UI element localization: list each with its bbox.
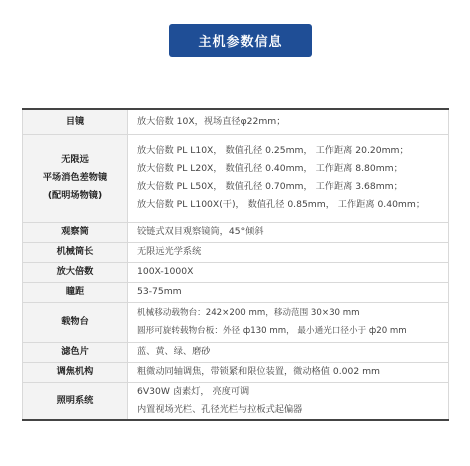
spec-label: [23, 262, 128, 282]
spec-value: [128, 222, 449, 242]
table-row: [23, 262, 449, 282]
table-row: [23, 302, 449, 342]
table-row: [23, 282, 449, 302]
spec-value-line: 无限远光学系统: [137, 246, 202, 257]
spec-value-line: 放大倍数 10X，视场直径φ22mm；: [137, 115, 286, 127]
spec-value: [128, 302, 449, 342]
spec-value: [128, 242, 449, 262]
spec-value: [128, 262, 449, 282]
spec-label-line: 载物台: [61, 316, 89, 327]
spec-label: [23, 302, 128, 342]
spec-label-line: 瞳距: [65, 286, 85, 297]
spec-label: [23, 109, 128, 134]
spec-value-line: 6V30W 卤素灯， 亮度可调: [137, 385, 250, 397]
spec-value-line: 内置视场光栏、孔径光栏与拉板式起偏器: [137, 403, 303, 415]
spec-label: [23, 242, 128, 262]
table-row: [23, 222, 449, 242]
spec-label-line: 机械筒长: [56, 246, 94, 257]
spec-value-line: 铰链式双目观察镜筒，45°倾斜: [137, 226, 264, 237]
spec-value: [128, 382, 449, 420]
spec-value-line: 圆形可旋转载物台板：外径 ф130 mm， 最小通光口径小于 ф20 mm: [137, 326, 407, 336]
spec-label-line: 滤色片: [61, 346, 89, 357]
spec-label: [23, 382, 128, 420]
spec-value-line: 100X-1000X: [137, 266, 194, 277]
spec-label: [23, 134, 128, 222]
table-row: [23, 134, 449, 222]
spec-label-line: 调焦机构: [56, 366, 94, 377]
table-row: [23, 362, 449, 382]
spec-value-line: 53-75mm: [137, 286, 182, 297]
spec-value: [128, 134, 449, 222]
spec-table: [22, 108, 449, 421]
page-title: 主机参数信息: [169, 24, 312, 57]
spec-label-line: 观察筒: [61, 226, 89, 237]
table-row: [23, 242, 449, 262]
spec-value-line: 放大倍数 PL L20X， 数值孔径 0.40mm， 工作距离 8.80mm；: [137, 163, 403, 174]
spec-value: [128, 362, 449, 382]
spec-value-line: 放大倍数 PL L100X(干)， 数值孔径 0.85mm， 工作距离 0.40mm；: [137, 199, 426, 210]
spec-label: [23, 342, 128, 362]
spec-label-line: (配明场物镜): [47, 190, 103, 201]
spec-label: [23, 222, 128, 242]
spec-label-line: 照明系统: [56, 394, 94, 406]
spec-value: [128, 342, 449, 362]
spec-label-line: 无限远: [61, 154, 89, 165]
table-row: [23, 382, 449, 420]
spec-value: [128, 282, 449, 302]
spec-label: [23, 282, 128, 302]
table-row: [23, 109, 449, 134]
spec-value-line: 蓝、黄、绿、磨砂: [137, 346, 211, 357]
spec-value-line: 粗微动同轴调焦，带锁紧和限位装置，微动格值 0.002 mm: [137, 366, 380, 377]
spec-label-line: 目镜: [65, 115, 85, 127]
spec-value-line: 机械移动载物台：242×200 mm，移动范围 30×30 mm: [137, 308, 360, 318]
spec-label-line: 平场消色差物镜: [42, 172, 108, 183]
spec-label: [23, 362, 128, 382]
spec-value-line: 放大倍数 PL L50X， 数值孔径 0.70mm， 工作距离 3.68mm；: [137, 181, 403, 192]
spec-value-line: 放大倍数 PL L10X， 数值孔径 0.25mm， 工作距离 20.20mm；: [137, 145, 409, 156]
table-row: [23, 342, 449, 362]
spec-label-line: 放大倍数: [56, 266, 94, 277]
spec-value: [128, 109, 449, 134]
